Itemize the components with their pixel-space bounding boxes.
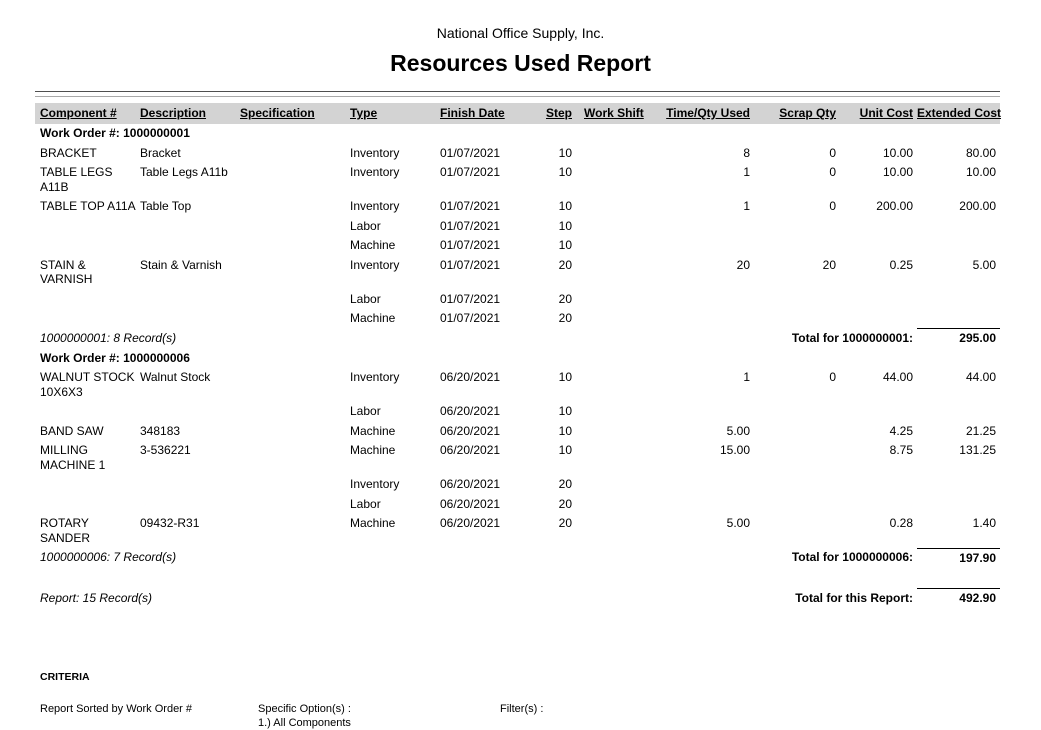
cell-step: 20 xyxy=(558,477,572,491)
cell-scrap: 20 xyxy=(822,257,836,272)
total-row xyxy=(35,329,1000,349)
cell-qty: 5.00 xyxy=(726,423,750,438)
criteria-options-label: Specific Option(s) : xyxy=(258,702,351,715)
cell-spec xyxy=(237,144,347,164)
cell-finish: 01/07/2021 xyxy=(440,218,501,233)
cell-scrap: 0 xyxy=(829,370,836,384)
cell-shift xyxy=(576,495,644,515)
criteria-sort: Report Sorted by Work Order # xyxy=(40,702,193,715)
total-label: Total for 1000000001: xyxy=(791,330,913,345)
cell-spec xyxy=(237,217,347,237)
resource-row xyxy=(35,441,1000,475)
cell-type: Machine xyxy=(350,311,396,325)
cell-spec xyxy=(237,197,347,217)
resource-row xyxy=(35,197,1000,217)
cell-comp: BAND SAW xyxy=(40,423,104,438)
company-name: National Office Supply, Inc. xyxy=(436,25,605,41)
cell-finish: 01/07/2021 xyxy=(440,145,501,160)
cell-shift xyxy=(576,402,644,422)
record-count: Report: 15 Record(s) xyxy=(40,590,153,605)
column-header-label: Type xyxy=(350,106,378,120)
spacer-row xyxy=(35,568,1000,589)
cell-desc: Walnut Stock xyxy=(140,370,211,384)
cell-unit: 44.00 xyxy=(882,370,913,384)
work-order-group-row xyxy=(35,349,1000,369)
cell-scrap xyxy=(754,475,840,495)
column-header-unit xyxy=(840,103,917,124)
cell-finish: 01/07/2021 xyxy=(440,311,501,325)
cell-desc: 348183 xyxy=(140,423,181,438)
work-order-label: Work Order #: 1000000001 xyxy=(40,126,190,140)
cell-shift xyxy=(576,475,644,495)
cell-ext xyxy=(917,475,1000,495)
cell-type: Inventory xyxy=(350,145,400,160)
cell-type: Inventory xyxy=(350,165,400,179)
cell-qty: 15.00 xyxy=(719,443,750,457)
cell-type: Inventory xyxy=(350,199,400,213)
cell-finish: 06/20/2021 xyxy=(440,404,501,418)
cell-step: 10 xyxy=(558,370,572,384)
cell-unit xyxy=(840,236,917,256)
column-header-comp xyxy=(35,103,137,124)
cell-comp: STAIN & VARNISH xyxy=(40,257,93,286)
criteria-filters-label: Filter(s) : xyxy=(500,702,544,715)
cell-unit xyxy=(840,495,917,515)
column-header-qty xyxy=(644,103,754,124)
criteria-options xyxy=(258,703,500,730)
cell-unit: 10.00 xyxy=(882,145,913,160)
cell-type: Machine xyxy=(350,423,396,438)
column-header-desc xyxy=(137,103,237,124)
resource-row xyxy=(35,495,1000,515)
cell-unit xyxy=(840,290,917,310)
cell-desc xyxy=(137,495,237,515)
cell-desc: Table Top xyxy=(140,199,192,213)
cell-scrap: 0 xyxy=(829,165,836,179)
cell-scrap xyxy=(754,236,840,256)
work-order-label: Work Order #: 1000000006 xyxy=(40,350,190,365)
resource-row xyxy=(35,402,1000,422)
cell-step: 10 xyxy=(558,423,572,438)
cell-desc xyxy=(137,475,237,495)
cell-unit: 200.00 xyxy=(876,199,913,213)
cell-unit xyxy=(840,217,917,237)
cell-qty: 1 xyxy=(743,199,750,213)
cell-finish: 06/20/2021 xyxy=(440,443,501,457)
column-header-scrap xyxy=(754,103,840,124)
cell-comp: TABLE TOP A11A xyxy=(40,199,136,213)
column-header-spec xyxy=(237,103,347,124)
cell-shift xyxy=(576,163,644,197)
cell-spec xyxy=(237,236,347,256)
cell-qty: 20 xyxy=(736,257,750,272)
cell-ext: 1.40 xyxy=(972,516,996,530)
cell-comp: MILLING MACHINE 1 xyxy=(40,443,106,472)
cell-step: 20 xyxy=(558,496,572,511)
column-header-finish xyxy=(437,103,532,124)
column-header-step xyxy=(532,103,576,124)
resource-row xyxy=(35,144,1000,164)
cell-unit: 4.25 xyxy=(889,423,913,438)
cell-ext: 131.25 xyxy=(959,443,996,457)
report-title: Resources Used Report xyxy=(390,50,651,76)
work-order-group-row xyxy=(35,124,1000,144)
report-table-body xyxy=(35,124,1000,609)
column-header-label: Work Shift xyxy=(584,106,644,120)
cell-shift xyxy=(576,441,644,475)
cell-desc: Stain & Varnish xyxy=(140,257,222,272)
cell-type: Labor xyxy=(350,291,381,306)
column-header-label: Component # xyxy=(40,106,117,120)
cell-step: 10 xyxy=(558,218,572,233)
cell-comp xyxy=(35,475,137,495)
cell-shift xyxy=(576,256,644,290)
cell-spec xyxy=(237,309,347,329)
cell-ext xyxy=(917,309,1000,329)
resource-row xyxy=(35,422,1000,442)
cell-type: Labor xyxy=(350,218,381,233)
cell-unit: 10.00 xyxy=(882,165,913,179)
cell-type: Machine xyxy=(350,516,396,530)
cell-scrap xyxy=(754,309,840,329)
cell-spec xyxy=(237,495,347,515)
cell-unit: 0.28 xyxy=(889,516,913,530)
cell-type: Inventory xyxy=(350,257,400,272)
cell-type: Labor xyxy=(350,404,381,418)
cell-finish: 06/20/2021 xyxy=(440,423,501,438)
cell-step: 20 xyxy=(558,291,572,306)
cell-ext: 10.00 xyxy=(965,165,996,179)
column-header-label: Finish Date xyxy=(440,106,505,120)
cell-unit xyxy=(840,309,917,329)
cell-shift xyxy=(576,514,644,548)
column-header-shift xyxy=(576,103,644,124)
resource-row xyxy=(35,236,1000,256)
cell-shift xyxy=(576,290,644,310)
cell-finish: 01/07/2021 xyxy=(440,238,501,252)
cell-shift xyxy=(576,236,644,256)
resource-row xyxy=(35,475,1000,495)
cell-spec xyxy=(237,256,347,290)
cell-step: 10 xyxy=(558,404,572,418)
header-divider xyxy=(35,91,1000,97)
cell-finish: 01/07/2021 xyxy=(440,199,501,213)
cell-qty: 5.00 xyxy=(726,516,750,530)
cell-scrap xyxy=(754,495,840,515)
cell-unit xyxy=(840,402,917,422)
cell-spec xyxy=(237,475,347,495)
cell-desc xyxy=(137,236,237,256)
cell-comp xyxy=(35,309,137,329)
cell-desc: Bracket xyxy=(140,145,181,160)
cell-comp xyxy=(35,402,137,422)
cell-comp: ROTARY SANDER xyxy=(40,516,91,545)
resource-row xyxy=(35,163,1000,197)
cell-type: Inventory xyxy=(350,370,400,384)
total-row xyxy=(35,548,1000,568)
cell-comp: BRACKET xyxy=(40,145,97,160)
cell-finish: 06/20/2021 xyxy=(440,516,501,530)
cell-qty: 1 xyxy=(743,165,750,179)
criteria-options-value: 1.) All Components xyxy=(258,716,351,729)
resource-row xyxy=(35,514,1000,548)
cell-unit: 8.75 xyxy=(889,443,913,457)
cell-comp xyxy=(35,236,137,256)
cell-ext xyxy=(917,495,1000,515)
cell-comp xyxy=(35,495,137,515)
cell-scrap xyxy=(754,422,840,442)
cell-spec xyxy=(237,402,347,422)
column-header-ext xyxy=(917,103,1000,124)
resource-row xyxy=(35,256,1000,290)
cell-ext: 21.25 xyxy=(965,423,996,438)
cell-qty xyxy=(644,290,754,310)
cell-comp: WALNUT STOCK 10X6X3 xyxy=(40,370,135,399)
cell-shift xyxy=(576,422,644,442)
cell-qty xyxy=(644,402,754,422)
report-table xyxy=(35,103,1000,609)
cell-qty xyxy=(644,475,754,495)
cell-step: 10 xyxy=(558,165,572,179)
cell-step: 10 xyxy=(558,238,572,252)
cell-step: 10 xyxy=(558,443,572,457)
cell-ext xyxy=(917,217,1000,237)
criteria-section xyxy=(40,671,1041,730)
cell-spec xyxy=(237,441,347,475)
cell-shift xyxy=(576,309,644,329)
cell-ext: 200.00 xyxy=(959,199,996,213)
cell-qty: 8 xyxy=(743,145,750,160)
total-value: 295.00 xyxy=(917,329,1000,349)
record-count: 1000000006: 7 Record(s) xyxy=(40,550,177,564)
cell-unit: 0.25 xyxy=(889,257,913,272)
cell-type: Machine xyxy=(350,443,396,457)
cell-ext xyxy=(917,402,1000,422)
cell-qty xyxy=(644,309,754,329)
cell-finish: 06/20/2021 xyxy=(440,477,501,491)
criteria-heading: CRITERIA xyxy=(40,670,90,683)
cell-desc: Table Legs A11b xyxy=(140,165,228,179)
column-header-label: Time/Qty Used xyxy=(666,106,750,120)
column-header-row xyxy=(35,103,1000,124)
cell-qty xyxy=(644,217,754,237)
cell-type: Machine xyxy=(350,238,396,252)
total-label: Total for this Report: xyxy=(795,590,913,605)
cell-shift xyxy=(576,197,644,217)
column-header-label: Unit Cost xyxy=(859,106,913,120)
cell-shift xyxy=(576,144,644,164)
column-header-type xyxy=(347,103,437,124)
cell-comp xyxy=(35,290,137,310)
cell-desc: 3-536221 xyxy=(140,443,191,457)
cell-type: Labor xyxy=(350,496,381,511)
cell-ext: 44.00 xyxy=(965,370,996,384)
cell-scrap xyxy=(754,441,840,475)
cell-comp xyxy=(35,217,137,237)
cell-finish: 06/20/2021 xyxy=(440,370,501,384)
cell-qty xyxy=(644,236,754,256)
cell-type: Inventory xyxy=(350,477,400,491)
total-label: Total for 1000000006: xyxy=(791,550,913,564)
cell-spec xyxy=(237,514,347,548)
cell-scrap: 0 xyxy=(829,145,836,160)
resource-row xyxy=(35,217,1000,237)
cell-desc: 09432-R31 xyxy=(140,516,200,530)
cell-ext xyxy=(917,290,1000,310)
cell-ext: 80.00 xyxy=(965,145,996,160)
cell-ext: 5.00 xyxy=(972,257,996,272)
column-header-label: Extended Cost xyxy=(917,106,1002,120)
total-value: 197.90 xyxy=(917,548,1000,568)
cell-finish: 06/20/2021 xyxy=(440,496,501,511)
column-header-label: Description xyxy=(140,106,207,120)
cell-ext xyxy=(917,236,1000,256)
cell-scrap xyxy=(754,402,840,422)
cell-step: 20 xyxy=(558,257,572,272)
criteria-row xyxy=(40,703,1041,730)
cell-spec xyxy=(237,368,347,402)
column-header-label: Specification xyxy=(240,106,315,120)
resource-row xyxy=(35,309,1000,329)
cell-finish: 01/07/2021 xyxy=(440,165,501,179)
cell-shift xyxy=(576,368,644,402)
cell-step: 10 xyxy=(558,145,572,160)
cell-qty xyxy=(644,495,754,515)
column-header-label: Scrap Qty xyxy=(779,106,836,120)
resource-row xyxy=(35,368,1000,402)
record-count: 1000000001: 8 Record(s) xyxy=(40,330,177,345)
cell-finish: 01/07/2021 xyxy=(440,291,501,306)
total-row xyxy=(35,589,1000,609)
cell-spec xyxy=(237,290,347,310)
cell-step: 10 xyxy=(558,199,572,213)
cell-scrap xyxy=(754,217,840,237)
cell-scrap: 0 xyxy=(829,199,836,213)
column-header-label: Step xyxy=(545,106,572,120)
cell-spec xyxy=(237,422,347,442)
cell-scrap xyxy=(754,290,840,310)
cell-desc xyxy=(137,290,237,310)
cell-step: 20 xyxy=(558,516,572,530)
cell-qty: 1 xyxy=(743,370,750,384)
cell-shift xyxy=(576,217,644,237)
report-body xyxy=(35,91,1000,609)
cell-desc xyxy=(137,309,237,329)
cell-desc xyxy=(137,217,237,237)
spacer-cell xyxy=(35,568,1000,589)
total-value: 492.90 xyxy=(917,589,1000,609)
cell-scrap xyxy=(754,514,840,548)
cell-spec xyxy=(237,163,347,197)
cell-unit xyxy=(840,475,917,495)
cell-step: 20 xyxy=(558,311,572,325)
cell-comp: TABLE LEGS A11B xyxy=(40,165,113,194)
cell-desc xyxy=(137,402,237,422)
cell-finish: 01/07/2021 xyxy=(440,257,501,272)
resource-row xyxy=(35,290,1000,310)
